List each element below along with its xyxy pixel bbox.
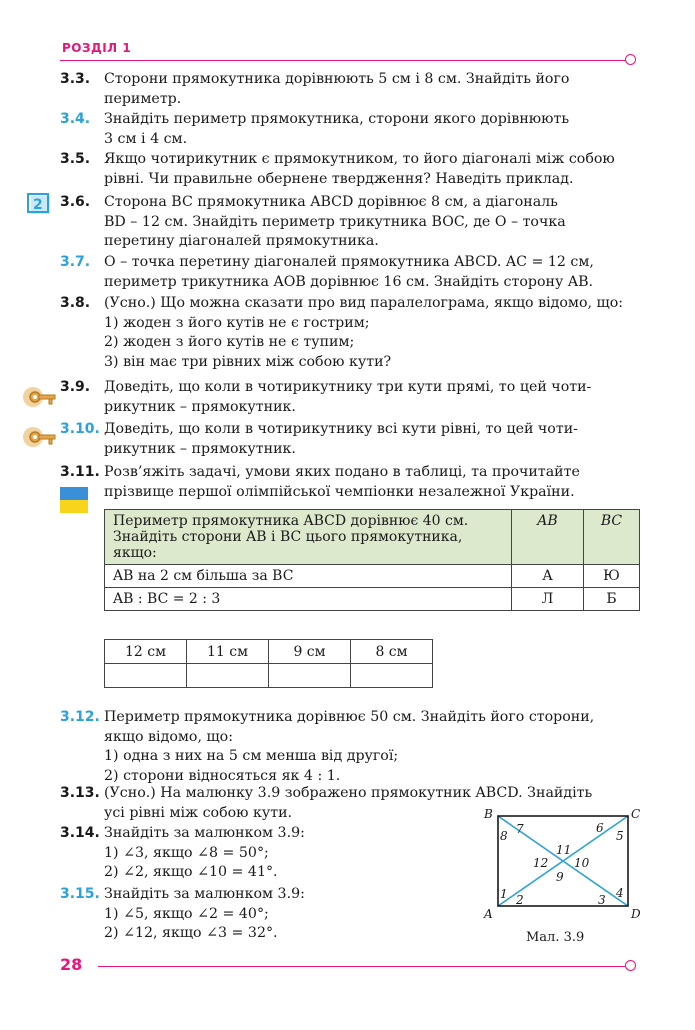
line: прізвище першої олімпійської чемпіонки незалежної України.	[104, 483, 575, 500]
line: Доведіть, що коли в чотирикутнику всі кути рівні, то цей чоти-	[104, 421, 578, 437]
line: Периметр прямокутника дорівнює 50 см. Знайдіть його сторони,	[104, 709, 595, 725]
answer-cell	[187, 664, 269, 688]
table-row	[105, 640, 433, 664]
problem-number: 3.4.	[60, 111, 91, 127]
problem-3-7	[60, 253, 642, 292]
angle-label: 4	[616, 886, 624, 900]
table-row	[105, 565, 640, 588]
angle-label: 6	[596, 821, 604, 835]
vertex-a-label: A	[484, 907, 493, 921]
vertex-b-label: B	[484, 807, 493, 821]
angle-label: 12	[533, 856, 549, 870]
line: Знайдіть за малюнком 3.9:	[104, 825, 305, 841]
line: Знайдіть периметр прямокутника, сторони якого дорівнюють	[104, 111, 570, 127]
angle-label: 5	[616, 829, 624, 843]
problem-3-14	[60, 824, 460, 883]
problem-3-10	[60, 420, 642, 459]
line: O – точка перетину діагоналей прямокутника ABCD. AC = 12 см,	[104, 254, 594, 270]
table-cell: 12 см	[105, 640, 187, 664]
problem-number: 3.13.	[60, 785, 100, 801]
rectangle-figure	[478, 806, 648, 926]
table-cell: Ю	[584, 565, 640, 588]
vertex-c-label: C	[631, 807, 641, 821]
line: BD – 12 см. Знайдіть периметр трикутника BOC, де O – точка	[104, 213, 566, 230]
angle-label: 10	[574, 856, 590, 870]
table-row	[105, 664, 433, 688]
table-cell: А	[512, 565, 584, 588]
angle-label: 11	[556, 843, 572, 857]
angle-label: 3	[598, 893, 606, 907]
footer-rule-end-circle	[625, 960, 636, 971]
line: 1) ∠5, якщо ∠2 = 40°;	[104, 905, 269, 922]
answer-table	[104, 639, 433, 688]
header-rule	[60, 60, 626, 61]
line: рикутник – прямокутник.	[104, 440, 296, 457]
problem-3-11	[60, 463, 642, 502]
line: рівні. Чи правильне обернене твердження? Наведіть приклад.	[104, 170, 574, 187]
problem-number: 3.3.	[60, 71, 91, 87]
angle-label: 8	[500, 829, 508, 843]
line: периметр.	[104, 90, 182, 107]
line: перетину діагоналей прямокутника.	[104, 233, 379, 249]
problem-3-4	[60, 110, 642, 149]
table-cell: Л	[512, 588, 584, 611]
angle-label: 7	[516, 822, 524, 836]
key-icon	[22, 424, 58, 454]
line: Доведіть, що коли в чотирикутнику три кути прямі, то цей чоти-	[104, 379, 592, 395]
problem-number: 3.12.	[60, 709, 100, 725]
problem-3-5	[60, 150, 642, 189]
line: 2) сторони відносяться як 4 : 1.	[104, 767, 341, 784]
line: (Усно.) На малюнку 3.9 зображено прямокутник ABCD. Знайдіть	[104, 785, 593, 801]
problem-number: 3.8.	[60, 295, 91, 311]
line: Розв’яжіть задачі, умови яких подано в таблиці, та прочитайте	[104, 464, 580, 480]
line: Знайдіть за малюнком 3.9:	[104, 886, 305, 902]
footer-rule	[98, 966, 626, 967]
table-cell: 9 см	[269, 640, 351, 664]
line: Сторона BC прямокутника ABCD дорівнює 8 см, а діагональ	[104, 194, 558, 210]
angle-label: 9	[556, 870, 564, 884]
line: усі рівні між собою кути.	[104, 804, 293, 821]
problem-number: 3.15.	[60, 886, 100, 902]
problem-number: 3.11.	[60, 464, 100, 480]
line: 1) жоден з його кутів не є гострим;	[104, 314, 370, 331]
line: 3) він має три рівних між собою кути?	[104, 353, 392, 370]
answer-cell	[351, 664, 433, 688]
section-label: РОЗДІЛ 1	[62, 41, 132, 55]
problem-3-15	[60, 885, 460, 944]
line: якщо відомо, що:	[104, 728, 233, 745]
line: Сторони прямокутника дорівнюють 5 см і 8 см. Знайдіть його	[104, 71, 570, 87]
problem-number: 3.14.	[60, 825, 100, 841]
answer-cell	[105, 664, 187, 688]
line: 1) одна з них на 5 см менша від другої;	[104, 748, 399, 764]
problem-number: 3.6.	[60, 194, 91, 210]
table-cell: AB : BC = 2 : 3	[105, 588, 512, 611]
problem-number: 3.5.	[60, 151, 91, 167]
problem-3-6	[60, 193, 642, 252]
table-header-row	[105, 510, 640, 565]
table-header-cell: BC	[584, 510, 640, 565]
problem-number: 3.9.	[60, 379, 91, 395]
line: Якщо чотирикутник є прямокутником, то його діагоналі між собою	[104, 151, 615, 167]
line: 2) ∠2, якщо ∠10 = 41°.	[104, 864, 278, 880]
line: периметр трикутника AOB дорівнює 16 см. Знайдіть сторону AB.	[104, 273, 594, 290]
problem-number: 3.10.	[60, 421, 100, 437]
problem-3-12	[60, 708, 642, 786]
page-number: 28	[60, 955, 83, 974]
problem-3-9	[60, 378, 642, 417]
problem-3-8	[60, 294, 642, 372]
answer-cell	[269, 664, 351, 688]
angle-label: 1	[500, 887, 508, 901]
table-header-cell: Периметр прямокутника ABCD дорівнює 40 см. Знайдіть сторони AB і BC цього прямокутника, якщо:	[105, 510, 512, 565]
line: (Усно.) Що можна сказати про вид паралелограма, якщо відомо, що:	[104, 295, 624, 311]
table-cell: 8 см	[351, 640, 433, 664]
line: 2) жоден з його кутів не є тупим;	[104, 334, 355, 350]
vertex-d-label: D	[631, 907, 641, 921]
table-cell: Б	[584, 588, 640, 611]
task-table	[104, 509, 640, 611]
table-row	[105, 588, 640, 611]
line: 3 см і 4 см.	[104, 130, 188, 147]
header-rule-end-circle	[625, 54, 636, 65]
angle-label: 2	[516, 893, 524, 907]
table-cell: 11 см	[187, 640, 269, 664]
level-badge-number: 2	[33, 197, 43, 213]
line: 1) ∠3, якщо ∠8 = 50°;	[104, 844, 269, 861]
key-icon	[22, 384, 58, 414]
figure-caption: Мал. 3.9	[526, 930, 585, 945]
table-header-cell: AB	[512, 510, 584, 565]
problem-number: 3.7.	[60, 254, 91, 270]
level-2-badge-icon	[26, 192, 50, 218]
table-cell: AB на 2 см більша за BC	[105, 565, 512, 588]
line: 2) ∠12, якщо ∠3 = 32°.	[104, 925, 278, 941]
problem-3-3	[60, 70, 642, 109]
line: рикутник – прямокутник.	[104, 398, 296, 415]
